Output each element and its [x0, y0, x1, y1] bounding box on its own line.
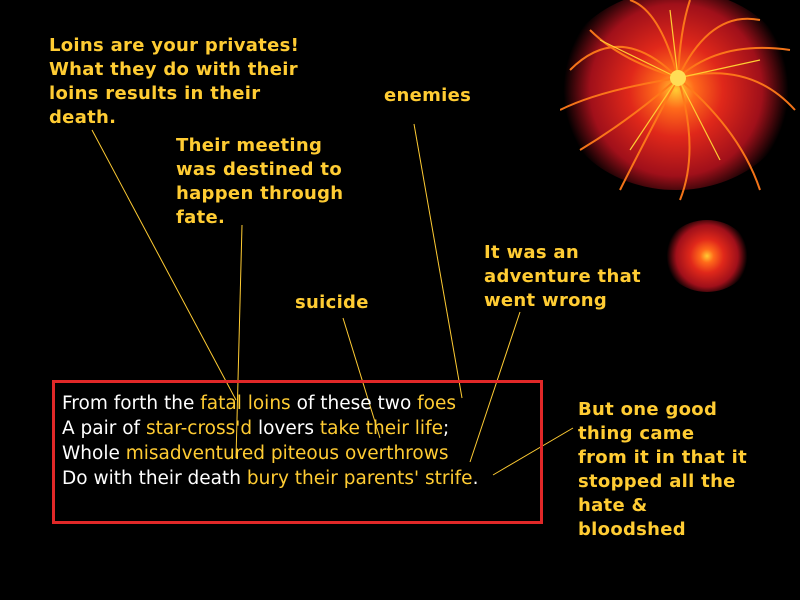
highlight-bury-strife: bury their parents' strife: [246, 468, 473, 489]
annotation-line: thing came: [578, 423, 695, 444]
annotation-line: fate.: [176, 207, 226, 228]
annotation-line: went wrong: [484, 290, 608, 311]
annotation-line: enemies: [384, 85, 472, 106]
poem-line-1: From forth the fatal loins of these two foes: [62, 393, 457, 414]
annotation-line: Loins are your privates!: [49, 35, 300, 56]
poem-line-3: Whole misadventured piteous overthrows: [62, 443, 449, 464]
highlight-fatal-loins: fatal loins: [200, 393, 291, 414]
annotation-line: was destined to: [176, 159, 342, 180]
highlight-misadventured: misadventured piteous overthrows: [125, 443, 449, 464]
connector-enemies: [414, 124, 462, 398]
annotation-line: death.: [49, 107, 117, 128]
highlight-take-their-life: take their life: [319, 418, 443, 439]
poem-line-2: A pair of star-cross'd lovers take their life;: [62, 418, 450, 439]
annotation-suicide: [295, 291, 369, 315]
annotation-line: It was an: [484, 242, 579, 263]
annotation-line: But one good: [578, 399, 718, 420]
annotation-line: What they do with their: [49, 59, 298, 80]
annotation-line: from it in that it: [578, 447, 747, 468]
annotation-good-outcome: [578, 398, 778, 542]
poem-line-4: Do with their death bury their parents' strife.: [62, 468, 479, 489]
annotation-fate: [176, 134, 366, 230]
annotation-line: happen through: [176, 183, 344, 204]
annotation-enemies: [384, 84, 471, 108]
annotation-adventure: [484, 241, 664, 313]
highlight-star-crossd: star-cross'd: [145, 418, 253, 439]
annotation-line: bloodshed: [578, 519, 686, 540]
poem-text: [62, 391, 478, 491]
annotation-line: suicide: [295, 292, 369, 313]
annotation-loins: [49, 34, 329, 130]
annotation-line: hate &: [578, 495, 648, 516]
annotation-line: Their meeting: [176, 135, 323, 156]
annotation-line: stopped all the: [578, 471, 736, 492]
highlight-foes: foes: [417, 393, 457, 414]
annotation-line: adventure that: [484, 266, 641, 287]
annotation-line: loins results in their: [49, 83, 261, 104]
